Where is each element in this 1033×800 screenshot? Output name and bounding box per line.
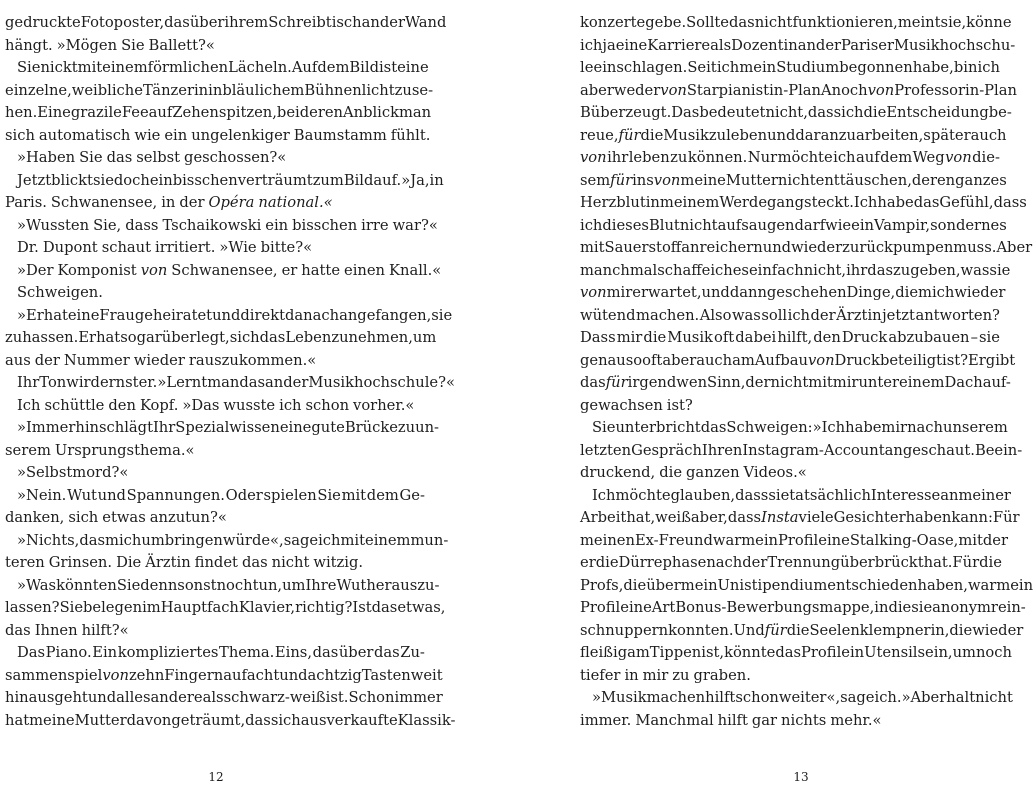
text-line: mit Sauerstoff anreichern und wieder zurückpumpen muss. Aber (580, 239, 1033, 256)
text-line: tiefer in mir zu graben. (580, 666, 751, 684)
right-page (580, 12, 1033, 732)
text-line: hängt. »Mögen Sie Ballett?« (5, 36, 215, 54)
text-line: Paris. Schwanensee, in der Opéra national.« (5, 194, 333, 211)
text-line: konzerte gebe. Sollte das nicht funktionieren, meint sie, könne (580, 14, 1012, 31)
text-line: das Ihnen hilft?« (5, 621, 129, 639)
left-page (5, 12, 456, 732)
page-number-right: 13 (793, 770, 809, 784)
text-line: Ich möchte glauben, dass sie tatsächlich Interesse an meiner (592, 486, 1011, 504)
text-line: Herzblut in meinem Werdegang steckt. Ich habe das Gefühl, dass (580, 194, 1027, 211)
text-line: gedruckte Fotoposter, das über ihrem Schreibtisch an der Wand (5, 14, 447, 31)
text-line: meinen Ex-Freund war mein Profil eine Stalking-Oase, mit der (580, 531, 1009, 549)
text-line: danken, sich etwas anzutun?« (5, 509, 227, 526)
text-line: Ihr Ton wird ernster. »Lernt man das an der Musikhochschule?« (17, 374, 455, 391)
text-line: sich automatisch wie ein ungelenkiger Baumstamm fühlt. (5, 126, 431, 144)
text-line: von ihr leben zu können. Nur möchte ich auf dem Weg von die- (580, 149, 1000, 166)
text-line: er die Dürrephase nach der Trennung überbrückt hat. Für die (580, 554, 1002, 571)
text-line: das für irgendwen Sinn, der nicht mit mir unter einem Dach auf- (580, 374, 1011, 391)
text-line: Sie nickt mit einem förmlichen Lächeln. Auf dem Bild ist eine (17, 59, 429, 76)
text-line: fleißig am Tippen ist, könnte das Profil ein Utensil sein, um noch (580, 644, 1012, 661)
text-line: »Musikmachen hilft schon weiter«, sage ich. »Aber halt nicht (592, 689, 1013, 706)
text-line: manchmal schaffe ich es einfach nicht, ihr das zu geben, was sie (580, 261, 1011, 279)
text-line: genauso oft aber auch am Aufbau von Druck beteiligt ist? Ergibt (580, 351, 1016, 369)
text-line: »Haben Sie das selbst geschossen?« (17, 149, 287, 166)
text-line: sem für ins von meine Mutter nicht enttäuschen, deren ganzes (580, 171, 1007, 189)
text-line: Ich schüttle den Kopf. »Das wusste ich schon vorher.« (17, 396, 415, 414)
text-line: druckend, die ganzen Videos.« (580, 464, 807, 481)
text-line: schnuppern konnten. Und für die Seelenklempnerin, die wieder (580, 621, 1024, 639)
text-line: Das Piano. Ein kompliziertes Thema. Eins, das über das Zu- (17, 644, 425, 661)
text-line: wütend machen. Also was soll ich der Ärztin jetzt antworten? (580, 306, 1000, 324)
text-line: le einschlagen. Seit ich mein Studium begonnen habe, bin ich (580, 59, 1000, 76)
text-line: hat meine Mutter davon geträumt, dass ich ausverkaufte Klassik- (5, 711, 456, 729)
text-line: »Immerhin schlägt Ihr Spezialwissen eine gute Brücke zu un- (17, 419, 440, 436)
text-line: serem Ursprungsthema.« (5, 441, 195, 459)
text-line: immer. Manchmal hilft gar nichts mehr.« (580, 711, 882, 729)
text-line: aber weder von Starpianistin-Plan A noch von Professorin-Plan (580, 81, 1017, 99)
text-line: aus der Nummer wieder rauszukommen.« (5, 351, 317, 369)
text-line: B überzeugt. Das bedeutet nicht, dass ich die Entscheidung be- (580, 104, 1012, 121)
text-line: hinausgeht und alles andere als schwarz-weiß ist. Schon immer (5, 689, 443, 706)
page-number-left: 12 (208, 770, 224, 784)
text-line: »Der Komponist von Schwanensee, er hatte einen Knall.« (17, 261, 442, 279)
text-line: »Was könnten Sie denn sonst noch tun, um Ihre Wut herauszu- (17, 576, 440, 594)
text-line: »Er hat eine Frau geheiratet und direkt danach angefangen, sie (17, 306, 453, 324)
text-line: Sie unterbricht das Schweigen: »Ich habe mir nach unserem (592, 419, 1008, 436)
text-line: Arbeit hat, weiß aber, dass Insta viele Gesichter haben kann: Für (580, 509, 1020, 526)
text-line: gewachsen ist? (580, 396, 693, 414)
text-line: reue, für die Musik zu leben und daran zu arbeiten, später auch (580, 126, 1007, 144)
text-line: »Nichts, das mich umbringen würde«, sage ich mit einem mun- (17, 531, 449, 549)
text-line: teren Grinsen. Die Ärztin findet das nicht witzig. (5, 554, 364, 571)
text-line: einzelne, weibliche Tänzerin in bläulichem Bühnenlicht zu se- (5, 81, 434, 99)
text-line: zu hassen. Er hat sogar überlegt, sich das Leben zu nehmen, um (5, 329, 437, 346)
text-line: Jetzt blickt sie doch ein bisschen verträumt zum Bild auf. »Ja, in (17, 171, 444, 189)
text-line: letzten Gespräch Ihren Instagram-Account angeschaut. Beein- (580, 441, 1023, 459)
text-line: von mir erwartet, und dann geschehen Dinge, die mich wieder (580, 284, 1006, 301)
text-line: ich ja eine Karriere als Dozentin an der Pariser Musikhochschu- (580, 36, 1016, 54)
text-line: »Selbstmord?« (17, 464, 129, 481)
text-line: hen. Eine grazile Fee auf Zehenspitzen, bei deren Anblick man (5, 104, 432, 121)
text-line: »Wussten Sie, dass Tschaikowski ein bisschen irre war?« (17, 216, 438, 234)
text-line: Profil eine Art Bonus-Bewerbungsmappe, in die sie anonym rein- (580, 599, 1026, 616)
text-line: Dr. Dupont schaut irritiert. »Wie bitte?« (17, 239, 313, 256)
text-line: ich dieses Blut nicht aufsaugen darf wie ein Vampir, sondern es (580, 216, 1007, 234)
text-line: sammenspiel von zehn Fingern auf achtundachtzig Tasten weit (5, 666, 443, 684)
text-line: Profs, die über mein Unistipendium entschieden haben, war mein (580, 576, 1033, 594)
text-line: Dass mir die Musik oft dabei hilft, den Druck abzubauen – sie (580, 329, 1000, 346)
text-line: Schweigen. (17, 284, 103, 301)
text-line: lassen? Sie belegen im Hauptfach Klavier, richtig? Ist das etwas, (5, 599, 446, 616)
text-line: »Nein. Wut und Spannungen. Oder spielen Sie mit dem Ge- (17, 486, 425, 504)
